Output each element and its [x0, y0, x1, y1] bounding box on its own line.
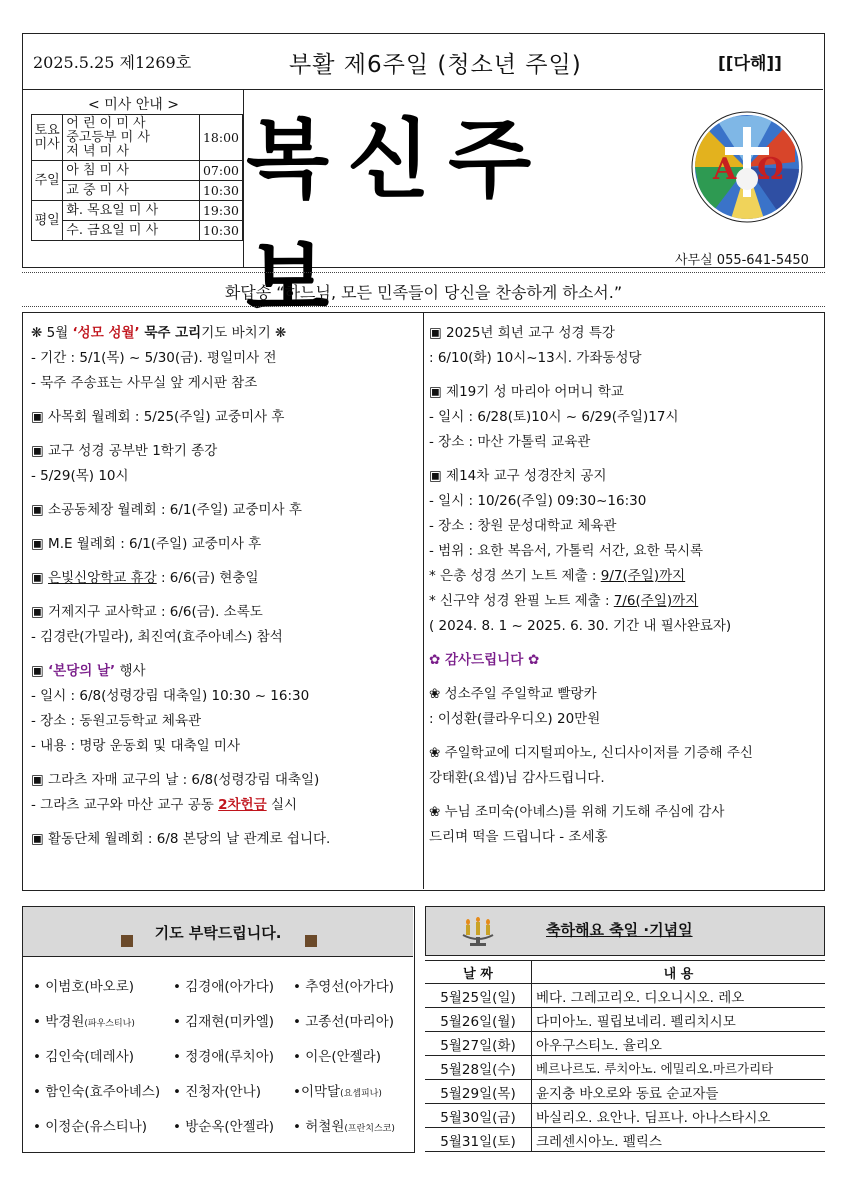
notice-line	[429, 564, 821, 589]
prayer-box	[22, 906, 415, 1153]
issue-info: 2025.5.25 제1269호	[33, 53, 192, 72]
feast-header-row	[425, 961, 825, 984]
column-divider	[423, 313, 424, 889]
prayer-name: • 허철원(프란치스코)	[293, 1118, 395, 1135]
mass-name	[63, 115, 200, 161]
feast-date: 5월26일(월)	[425, 1008, 532, 1032]
notice-text: ▣	[31, 570, 49, 586]
notice-line: ▣ 사목회 월례회 : 5/25(주일) 교중미사 후	[31, 409, 285, 425]
notice-line: - 기간 : 5/1(목) ~ 5/30(금). 평일미사 전	[31, 350, 277, 366]
col-date: 날 짜	[425, 961, 532, 984]
notice-line: - 장소 : 창원 문성대학교 체육관	[429, 518, 617, 534]
feast-row	[425, 1128, 825, 1152]
feast-content: 윤지충 바오로와 동료 순교자들	[532, 1080, 826, 1104]
mass-table	[31, 114, 243, 241]
feast-row	[425, 1104, 825, 1128]
feast-header	[425, 906, 825, 956]
notice-highlight: ‘성모 성월’	[72, 325, 140, 341]
feast-content: 베르나르도. 루치아노. 에밀리오.마르가리타	[532, 1056, 826, 1080]
notice-line: - 김경란(가밀라), 최진여(효주아녜스) 참석	[31, 629, 283, 645]
title-row	[23, 34, 823, 90]
prayer-name: • 이은(안젤라)	[293, 1048, 381, 1065]
notice-line: ( 2024. 8. 1 ~ 2025. 6. 30. 기간 내 필사완료자)	[429, 618, 732, 634]
prayer-row	[33, 1002, 413, 1037]
feast-content: 크레센시아노. 펠릭스	[532, 1128, 826, 1152]
notice-text: ❋ 5월	[31, 325, 73, 341]
mass-time: 10:30	[199, 221, 242, 241]
mass-guide	[23, 90, 244, 267]
notice-line: ▣ 제14차 교구 성경잔치 공지	[429, 468, 607, 484]
notice-line: : 6/10(화) 10시~13시. 가좌동성당	[429, 350, 642, 366]
feast-table	[425, 960, 825, 1152]
notice-line: ▣ 2025년 희년 교구 성경 특강	[429, 325, 615, 341]
svg-text:A: A	[713, 152, 737, 187]
notice-highlight: ‘본당의 날’	[48, 663, 116, 679]
notice-line: ❀ 주일학교에 디지털피아노, 신디사이저를 기증해 주신	[429, 745, 753, 761]
notice-line: ▣ 거제지구 교사학교 : 6/6(금). 소록도	[31, 604, 263, 620]
mass-time: 18:00	[199, 115, 242, 161]
feast-content: 아우구스티노. 율리오	[532, 1032, 826, 1056]
notice-line	[429, 589, 821, 614]
prayer-name: • 박경원(파우스티나)	[33, 1013, 135, 1030]
notice-line: ❀ 성소주일 주일학교 빨랑카	[429, 686, 597, 702]
mass-time: 10:30	[199, 181, 242, 201]
divider	[22, 272, 825, 273]
prayer-name: • 김인숙(데레사)	[33, 1048, 135, 1065]
notice-line: ▣ 활동단체 월례회 : 6/8 본당의 날 관계로 쉽니다.	[31, 831, 331, 847]
mass-time: 19:30	[199, 201, 242, 221]
notice-line: - 일시 : 6/8(성령강림 대축일) 10:30 ~ 16:30	[31, 688, 310, 704]
bulletin-banner: 복신주보	[246, 109, 550, 330]
prayer-name: • 함인숙(효주아녜스)	[33, 1083, 161, 1100]
mass-name: 교 중 미 사	[63, 181, 200, 201]
notice-rosary	[31, 321, 419, 346]
mass-name-line: 어 린 이 미 사	[66, 115, 146, 131]
notice-line: - 내용 : 명랑 운동회 및 대축일 미사	[31, 738, 240, 754]
notice-line	[31, 659, 419, 684]
prayer-name: • 정경애(루치아)	[173, 1048, 275, 1065]
notice-line: 강태환(요셉)님 감사드립니다.	[429, 770, 605, 786]
notice-line: ▣ M.E 월례회 : 6/1(주일) 교중미사 후	[31, 536, 262, 552]
parish-logo-icon	[675, 97, 823, 247]
notice-line: ▣ 제19기 성 마리아 어머니 학교	[429, 384, 624, 400]
notice-text: * 은총 성경 쓰기 노트 제출 :	[429, 568, 601, 584]
notices-right	[429, 321, 821, 850]
notice-line: : 이성환(클라우디오) 20만원	[429, 711, 601, 727]
feast-title: 축하해요 축일 ·기념일	[546, 921, 693, 939]
prayer-name: •이막달(요셉피나)	[293, 1083, 382, 1100]
notice-line: - 묵주 주송표는 사무실 앞 게시판 참조	[31, 375, 258, 391]
svg-text:Ω: Ω	[757, 152, 784, 187]
feast-date: 5월29일(목)	[425, 1080, 532, 1104]
square-bullet-icon	[305, 935, 317, 947]
notice-line: 드리며 떡을 드립니다 - 조세홍	[429, 829, 608, 845]
prayer-row	[33, 1072, 413, 1107]
mass-time: 07:00	[199, 161, 242, 181]
mass-name-line: 저 녁 미 사	[66, 143, 129, 159]
responsorial-psalm: 화답송 “하느님, 모든 민족들이 당신을 찬송하게 하소서.”	[224, 283, 623, 302]
prayer-name: • 김경애(아가다)	[173, 978, 275, 995]
candle-icon	[460, 917, 496, 951]
mass-name: 아 침 미 사	[63, 161, 200, 181]
main-title: 부활 제6주일 (청소년 주일)	[289, 52, 582, 78]
col-content: 내 용	[532, 961, 826, 984]
notice-line: ▣ 그라츠 자매 교구의 날 : 6/8(성령강림 대축일)	[31, 772, 320, 788]
notice-text: * 신구약 성경 완필 노트 제출 :	[429, 593, 614, 609]
notices-left	[31, 321, 419, 852]
prayer-row	[33, 967, 413, 1002]
parish-tag: [[다해]]	[718, 54, 782, 74]
notice-line: - 장소 : 마산 가톨릭 교육관	[429, 434, 591, 450]
prayer-name: • 김재현(미카엘)	[173, 1013, 275, 1030]
feast-content: 베다. 그레고리오. 디오니시오. 레오	[532, 984, 826, 1008]
notice-line: ▣ 소공동체장 월례회 : 6/1(주일) 교중미사 후	[31, 502, 302, 518]
notice-line: - 장소 : 동원고등학교 체육관	[31, 713, 202, 729]
notice-underlined: 7/6(주일)까지	[613, 593, 699, 609]
mass-name: 수. 금요일 미 사	[63, 221, 200, 241]
mass-group-saturday: 토요 미사	[32, 115, 63, 161]
feast-row	[425, 1032, 825, 1056]
feast-content: 다미아노. 필립보네리. 펠리치시모	[532, 1008, 826, 1032]
feast-content: 바실리오. 요안나. 딤프나. 아나스타시오	[532, 1104, 826, 1128]
notice-line: - 5/29(목) 10시	[31, 468, 129, 484]
thanks-heading: ✿ 감사드립니다 ✿	[429, 652, 540, 668]
notice-line: ❀ 누님 조미숙(아녜스)를 위해 기도해 주심에 감사	[429, 804, 725, 820]
notice-line: - 범위 : 요한 복음서, 가톨릭 서간, 요한 묵시록	[429, 543, 704, 559]
prayer-name: • 이정순(유스티나)	[33, 1118, 148, 1135]
mass-group-weekday: 평일	[32, 201, 63, 241]
notice-highlight: 2차헌금	[218, 797, 267, 813]
notice-underlined: 9/7(주일)까지	[600, 568, 686, 584]
notice-text: ▣	[31, 663, 49, 679]
notice-box	[22, 312, 825, 891]
prayer-name: • 추영선(아가다)	[293, 978, 395, 995]
feast-date: 5월30일(금)	[425, 1104, 532, 1128]
notice-text: 기도 바치기 ❋	[201, 325, 287, 341]
prayer-name: • 고종선(마리아)	[293, 1013, 395, 1030]
prayer-list	[33, 967, 413, 1142]
prayer-name: • 이범호(바오로)	[33, 978, 135, 995]
prayer-row	[33, 1037, 413, 1072]
feast-row	[425, 1080, 825, 1104]
feast-row	[425, 1056, 825, 1080]
notice-line: - 일시 : 6/28(토)10시 ~ 6/29(주일)17시	[429, 409, 679, 425]
prayer-row	[33, 1107, 413, 1142]
feast-date: 5월25일(일)	[425, 984, 532, 1008]
feast-box	[425, 906, 825, 1153]
feast-date: 5월27일(화)	[425, 1032, 532, 1056]
feast-date: 5월28일(수)	[425, 1056, 532, 1080]
notice-line: - 일시 : 10/26(주일) 09:30~16:30	[429, 493, 647, 509]
mass-name: 화. 목요일 미 사	[63, 201, 200, 221]
divider	[22, 306, 825, 307]
feast-row	[425, 984, 825, 1008]
mass-name-line: 중고등부 미 사	[66, 129, 150, 145]
prayer-name: • 진청자(안나)	[173, 1083, 261, 1100]
feast-date: 5월31일(토)	[425, 1128, 532, 1152]
prayer-header	[23, 907, 413, 957]
feast-row	[425, 1008, 825, 1032]
notice-line: ▣ 교구 성경 공부반 1학기 종강	[31, 443, 218, 459]
office-phone: 사무실 055-641-5450	[675, 253, 809, 268]
prayer-name: • 방순옥(안젤라)	[173, 1118, 275, 1135]
notice-text: 실시	[266, 797, 298, 813]
notice-text: 묵주 고리	[139, 325, 202, 341]
prayer-title: 기도 부탁드립니다.	[154, 924, 282, 942]
mass-group-sunday: 주일	[32, 161, 63, 201]
notice-underlined: 은빛신앙학교 휴강	[48, 570, 157, 586]
notice-line	[31, 793, 419, 818]
notice-line	[31, 566, 419, 591]
notice-text: - 그라츠 교구와 마산 교구 공동	[31, 797, 219, 813]
notice-text: : 6/6(금) 현충일	[156, 570, 259, 586]
notice-text: 행사	[115, 663, 146, 679]
mass-guide-title: < 미사 안내 >	[88, 97, 179, 113]
